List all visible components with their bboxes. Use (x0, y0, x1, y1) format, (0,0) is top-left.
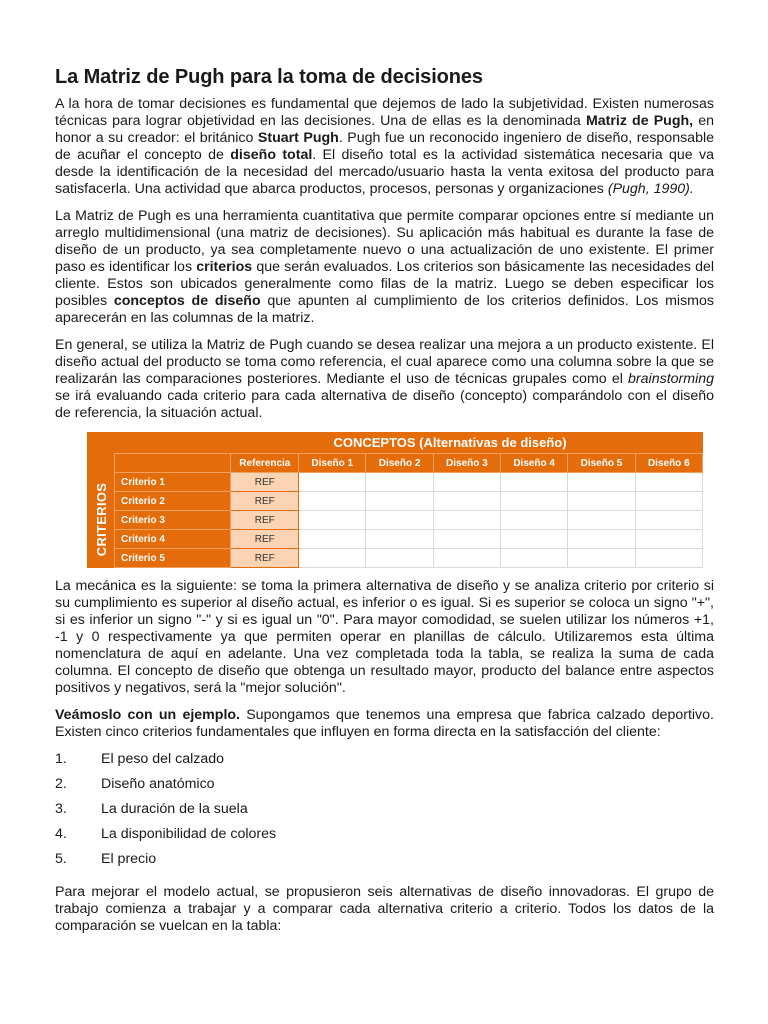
matrix-corner (115, 454, 231, 473)
paragraph-closing: Para mejorar el modelo actual, se propusieron seis alternativas de diseño innovadoras. El grupo de trabajo comienza a trabajar y a comparar cada alternativa criterio a criterio. Todos los datos de la comparación se vuelcan en la tabla: (55, 884, 714, 934)
empty-cell (501, 511, 568, 530)
ref-cell: REF (231, 492, 299, 511)
ref-cell: REF (231, 511, 299, 530)
list-item (55, 851, 714, 876)
list-number: 2. (55, 776, 67, 792)
empty-cell (635, 511, 702, 530)
text-run: que serán evaluados. Los criterios son básicamente las necesidades del cliente. Estos son ubicados generalmente como filas de la matriz. Luego se deben especificar los posibles (55, 259, 714, 309)
matrix-title: CONCEPTOS (Alternativas de diseño) (333, 435, 567, 450)
list-item (55, 826, 714, 851)
text-run: . El diseño total es la actividad sistemática necesaria que va desde la identificación de la necesidad del mercado/usuario hasta la venta exitosa del producto para satisfacerla. Una actividad que abarca productos, procesos, personas y organizaciones (55, 147, 714, 197)
empty-cell (299, 530, 366, 549)
empty-cell (568, 530, 635, 549)
empty-cell (501, 473, 568, 492)
list-text: El peso del calzado (101, 751, 225, 767)
list-number: 5. (55, 851, 67, 867)
paragraph-example (55, 707, 714, 741)
pugh-matrix-table (114, 453, 703, 568)
ref-cell: REF (231, 549, 299, 568)
empty-cell (568, 492, 635, 511)
empty-cell (635, 473, 702, 492)
table-row (115, 549, 703, 568)
empty-cell (433, 549, 500, 568)
criteria-list (55, 751, 714, 876)
paragraph-usage (55, 337, 714, 422)
side-label-text: CRITERIOS (94, 482, 110, 556)
text-run: En general, se utiliza la Matriz de Pugh cuando se desea realizar una mejora a un producto existente. El diseño actual del producto se toma como referencia, el cual aparece como una columna sobre la que se realizarán las comparaciones posteriores. Mediante el uso de técnicas grupales como el (55, 337, 714, 387)
matrix-header-cell: Diseño 4 (501, 454, 568, 473)
matrix-header-row (115, 454, 703, 473)
empty-cell (299, 492, 366, 511)
empty-cell (366, 530, 433, 549)
criterion-label: Criterio 1 (115, 473, 231, 492)
matrix-header-cell: Diseño 3 (433, 454, 500, 473)
matrix-side-label (91, 472, 113, 566)
list-text: Diseño anatómico (101, 776, 215, 792)
list-text: El precio (101, 851, 157, 867)
criterion-label: Criterio 5 (115, 549, 231, 568)
text-run: Supongamos que tenemos una empresa que fabrica calzado deportivo. Existen cinco criterios fundamentales que influyen en forma directa en la satisfacción del cliente: (55, 707, 714, 740)
text-run: se irá evaluando cada criterio para cada alternativa de diseño (concepto) comparándolo con el diseño de referencia, la situación actual. (55, 388, 714, 421)
paragraph-mechanics: La mecánica es la siguiente: se toma la primera alternativa de diseño y se analiza criterio por criterio si su cumplimiento es superior al diseño actual, es inferior o es igual. Si es superior se coloca un signo "+", si es inferior un signo "-" y si es igual un "0". Para mayor comodidad, se suelen utilizar los números +1, -1 y 0 respectivamente ya que permiten operar en planillas de cálculo. Utilizaremos esta última nomenclatura de aquí en adelante. Una vez completada toda la tabla, se realiza la suma de cada columna. El concepto de diseño que obtenga un resultado mayor, producto del balance entre aspectos positivos y negativos, será la "mejor solución". (55, 578, 714, 696)
citation: (Pugh, 1990). (607, 181, 694, 197)
empty-cell (433, 492, 500, 511)
text-run: en honor a su creador: el británico (55, 113, 714, 146)
italic-term: brainstorming (628, 371, 714, 387)
text-run: A la hora de tomar decisiones es fundamental que dejemos de lado la subjetividad. Existen numerosas técnicas para lograr objetividad en las decisiones. Una de ellas es la denominada (55, 96, 714, 129)
table-row (115, 492, 703, 511)
empty-cell (635, 492, 702, 511)
empty-cell (366, 473, 433, 492)
empty-cell (299, 473, 366, 492)
page-title: La Matriz de Pugh para la toma de decisiones (55, 66, 483, 88)
ref-cell: REF (231, 473, 299, 492)
empty-cell (635, 530, 702, 549)
text-run: . Pugh fue un reconocido ingeniero de diseño, responsable de acuñar el concepto de (55, 130, 714, 163)
list-text: La duración de la suela (101, 801, 248, 817)
bold-term: diseño total (230, 147, 313, 163)
table-row (115, 511, 703, 530)
criterion-label: Criterio 4 (115, 530, 231, 549)
list-item (55, 751, 714, 776)
empty-cell (501, 492, 568, 511)
list-text: La disponibilidad de colores (101, 826, 277, 842)
empty-cell (568, 511, 635, 530)
empty-cell (433, 473, 500, 492)
empty-cell (366, 511, 433, 530)
criterion-label: Criterio 2 (115, 492, 231, 511)
text-run: que apunten al cumplimiento de los criterios definidos. Los mismos aparecerán en las columnas de la matriz. (55, 293, 714, 326)
criterion-label: Criterio 3 (115, 511, 231, 530)
matrix-header-cell: Diseño 1 (299, 454, 366, 473)
list-number: 1. (55, 751, 67, 767)
empty-cell (366, 549, 433, 568)
matrix-header-cell: Diseño 5 (568, 454, 635, 473)
list-number: 4. (55, 826, 67, 842)
text-run: La Matriz de Pugh es una herramienta cuantitativa que permite comparar opciones entre sí mediante un arreglo multidimensional (una matriz de decisiones). Su aplicación más habitual es durante la fase de diseño de un producto, ya sea completamente nuevo o una actualización de uno existente. El primer paso es identificar los (55, 208, 714, 275)
empty-cell (568, 473, 635, 492)
paragraph-definition (55, 208, 714, 327)
empty-cell (635, 549, 702, 568)
empty-cell (568, 549, 635, 568)
bold-term: Matriz de Pugh, (585, 113, 694, 129)
empty-cell (501, 530, 568, 549)
matrix-header-cell: Diseño 2 (366, 454, 433, 473)
pugh-matrix-figure (87, 432, 703, 568)
bold-term: Stuart Pugh (257, 130, 339, 146)
matrix-header-cell: Referencia (231, 454, 299, 473)
empty-cell (299, 511, 366, 530)
paragraph-intro (55, 96, 714, 198)
empty-cell (366, 492, 433, 511)
empty-cell (433, 511, 500, 530)
table-row (115, 473, 703, 492)
table-row (115, 530, 703, 549)
empty-cell (433, 530, 500, 549)
list-item (55, 801, 714, 826)
matrix-header-cell: Diseño 6 (635, 454, 702, 473)
empty-cell (501, 549, 568, 568)
list-item (55, 776, 714, 801)
bold-term: conceptos de diseño (113, 293, 261, 309)
empty-cell (299, 549, 366, 568)
ref-cell: REF (231, 530, 299, 549)
bold-term: Veámoslo con un ejemplo. (55, 707, 240, 723)
bold-term: criterios (196, 259, 253, 275)
list-number: 3. (55, 801, 67, 817)
